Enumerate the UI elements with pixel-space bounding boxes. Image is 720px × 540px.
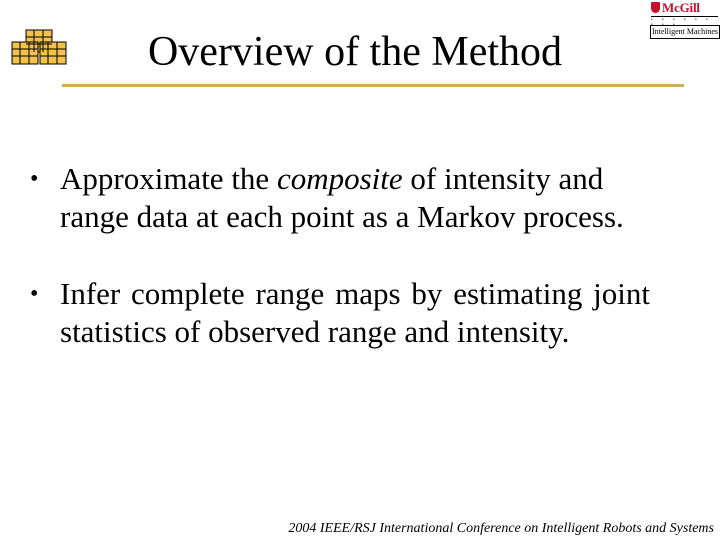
- bullet-item: [30, 160, 650, 236]
- mcgill-logo: [650, 0, 720, 40]
- slide-title: Overview of the Method: [147, 29, 563, 75]
- bullet-text: Infer complete range maps by estimating joint statistics of observed range and intensity.: [60, 276, 650, 349]
- mcgill-wordmark: McGill: [662, 0, 700, 15]
- logo-dots: • • • • • • • • •: [651, 18, 712, 28]
- bullet-dot-icon: •: [30, 281, 39, 307]
- bullet-emphasis: composite: [276, 161, 403, 196]
- bullet-text-before: Approximate the: [60, 161, 277, 196]
- mcgill-seal-icon: [651, 2, 660, 13]
- bullet-text-after: of intensity and range data at each point as a Markov process.: [60, 161, 624, 234]
- logo-box-text: Intelligent Machines: [650, 25, 720, 39]
- conference-footer: 2004 IEEE/RSJ International Conference on Intelligent Robots and Systems: [288, 521, 714, 536]
- bullet-dot-icon: •: [30, 166, 39, 192]
- title-underline: [62, 84, 684, 87]
- bullet-item: [30, 275, 650, 351]
- grid-blocks-logo: [10, 28, 68, 68]
- logo-rule: [651, 16, 718, 17]
- bullet-list: [30, 160, 650, 390]
